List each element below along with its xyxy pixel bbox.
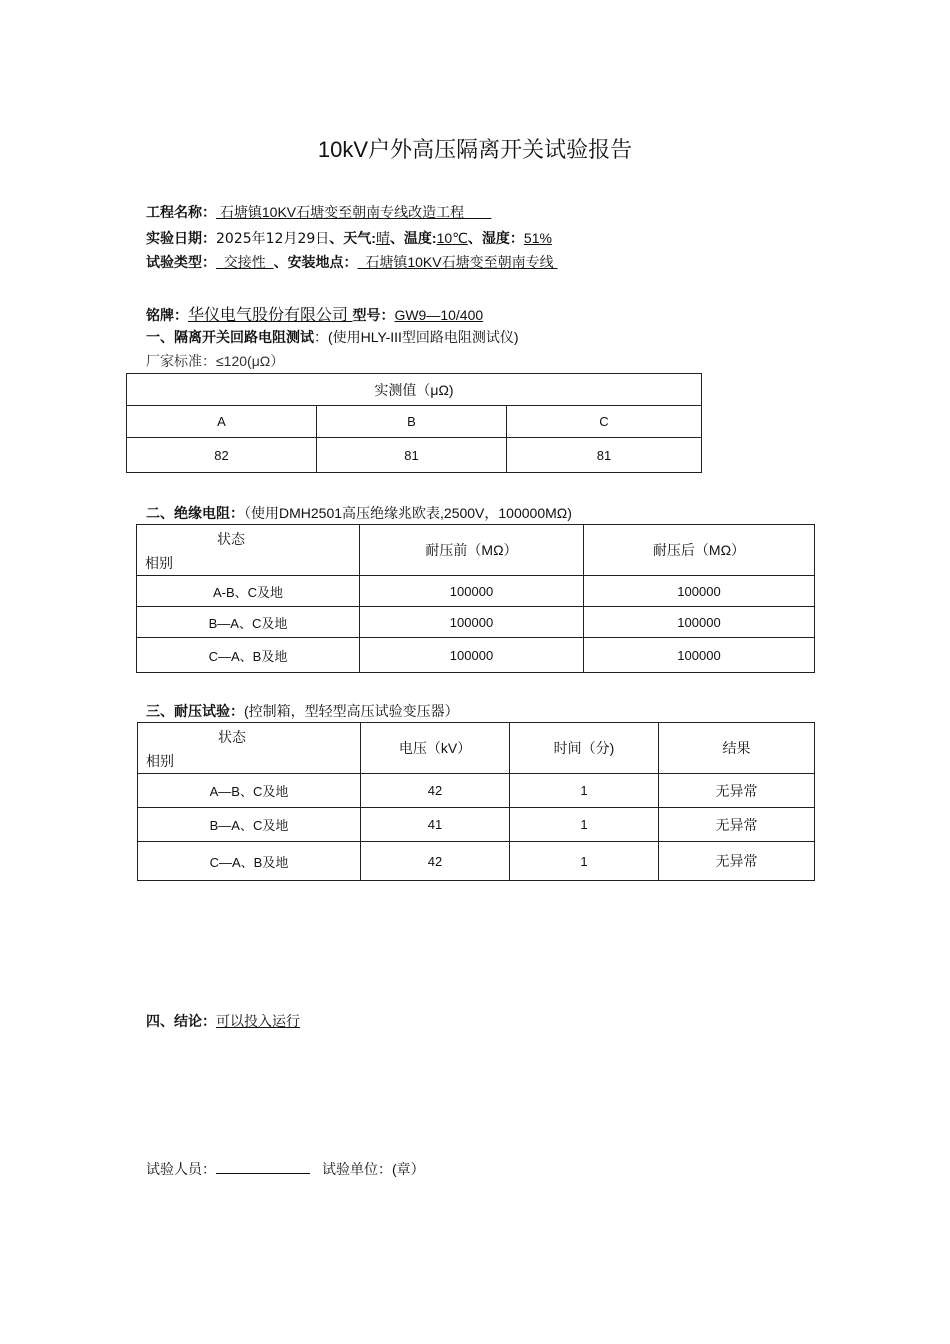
temp-value: 10℃ <box>436 230 468 246</box>
withstand-time: 1 <box>510 808 659 842</box>
section3-heading-line <box>146 701 459 721</box>
insulation-before: 100000 <box>360 638 584 673</box>
insulation-before: 100000 <box>360 607 584 638</box>
withstand-time: 1 <box>510 842 659 881</box>
model-value: GW9—10/400 <box>394 307 484 323</box>
tester-label: 试验人员： <box>146 1161 216 1177</box>
location-label: 、安装地点： <box>273 254 358 270</box>
insulation-phase: B—A、C及地 <box>137 607 360 638</box>
section2-note: （使用DMH2501高压绝缘兆欧表,2500V，100000MΩ) <box>244 505 572 521</box>
table-row <box>137 576 815 607</box>
temp-label: 、温度: <box>389 230 437 246</box>
table-row <box>137 638 815 673</box>
section3-heading: 三、耐压试验： <box>146 703 244 719</box>
insulation-diag-header <box>137 525 360 576</box>
project-label: 工程名称： <box>146 204 216 220</box>
withstand-diag-header <box>138 723 361 774</box>
withstand-table <box>137 722 815 881</box>
insulation-diag-top: 状态 <box>217 531 245 547</box>
brand-line <box>146 302 483 325</box>
withstand-phase: A—B、C及地 <box>138 774 361 808</box>
section2-heading-line <box>146 503 572 523</box>
withstand-voltage: 42 <box>361 842 510 881</box>
table-row <box>138 774 815 808</box>
table-row <box>137 607 815 638</box>
withstand-phase: C—A、B及地 <box>138 842 361 881</box>
insulation-after: 100000 <box>584 576 815 607</box>
resistance-value-a: 82 <box>127 438 317 473</box>
project-value: 石塘镇10KV石塘变至朝南专线改造工程 <box>216 204 492 220</box>
resistance-value-b: 81 <box>317 438 507 473</box>
insulation-after: 100000 <box>584 638 815 673</box>
tester-signature-blank <box>216 1159 310 1174</box>
brand-value: 华仪电气股份有限公司 <box>188 307 353 324</box>
section3-note: (控制箱，型轻型高压试验变压器） <box>244 703 459 719</box>
insulation-after: 100000 <box>584 607 815 638</box>
conclusion-heading: 四、结论： <box>146 1013 216 1029</box>
type-line <box>146 252 557 272</box>
type-label: 试验类型： <box>146 254 216 270</box>
weather-label: 、天气: <box>329 230 376 246</box>
withstand-result: 无异常 <box>659 808 815 842</box>
resistance-table-header: 实测值（μΩ) <box>127 374 702 406</box>
type-value: 交接性 <box>216 254 274 270</box>
withstand-voltage: 41 <box>361 808 510 842</box>
resistance-value-c: 81 <box>507 438 702 473</box>
date-line <box>146 228 552 248</box>
withstand-diag-bottom: 相别 <box>146 753 174 769</box>
withstand-col-time: 时间（分) <box>510 723 659 774</box>
insulation-col-after: 耐压后（MΩ） <box>584 525 815 576</box>
withstand-col-voltage: 电压（kV） <box>361 723 510 774</box>
withstand-result: 无异常 <box>659 774 815 808</box>
insulation-table <box>136 524 815 673</box>
location-value: 石塘镇10KV石塘变至朝南专线 <box>357 254 558 270</box>
humidity-value: 51% <box>523 230 552 246</box>
date-value: 2025年12月29日 <box>216 231 330 247</box>
date-label: 实验日期： <box>146 230 216 246</box>
section1-heading-line <box>146 327 519 347</box>
resistance-col-a: A <box>127 406 317 438</box>
weather-value: 晴 <box>375 230 390 246</box>
page-title: 10kV户外高压隔离开关试验报告 <box>317 137 633 162</box>
resistance-col-b: B <box>317 406 507 438</box>
withstand-phase: B—A、C及地 <box>138 808 361 842</box>
table-row <box>138 842 815 881</box>
table-row <box>138 808 815 842</box>
footer-line <box>146 1159 425 1179</box>
withstand-time: 1 <box>510 774 659 808</box>
section1-note: ：(使用HLY-III型回路电阻测试仪) <box>314 329 519 345</box>
brand-label: 铭牌： <box>146 307 188 323</box>
insulation-phase: A-B、C及地 <box>137 576 360 607</box>
conclusion-line <box>146 1011 300 1031</box>
insulation-diag-bottom: 相别 <box>145 555 173 571</box>
section1-standard: 厂家标准：≤120(μΩ） <box>146 353 285 369</box>
resistance-col-c: C <box>507 406 702 438</box>
model-label: 型号： <box>352 307 395 323</box>
insulation-phase: C—A、B及地 <box>137 638 360 673</box>
withstand-col-result: 结果 <box>659 723 815 774</box>
unit-label: 试验单位：(章） <box>322 1161 425 1177</box>
withstand-diag-top: 状态 <box>218 729 246 745</box>
resistance-table <box>126 373 702 473</box>
conclusion-value: 可以投入运行 <box>216 1013 300 1029</box>
withstand-voltage: 42 <box>361 774 510 808</box>
withstand-result: 无异常 <box>659 842 815 881</box>
insulation-col-before: 耐压前（MΩ） <box>360 525 584 576</box>
section1-heading: 一、隔离开关回路电阻测试 <box>146 329 314 345</box>
section2-heading: 二、绝缘电阻： <box>146 505 244 521</box>
insulation-before: 100000 <box>360 576 584 607</box>
project-line <box>146 202 491 222</box>
humidity-label: 、湿度： <box>467 230 524 246</box>
